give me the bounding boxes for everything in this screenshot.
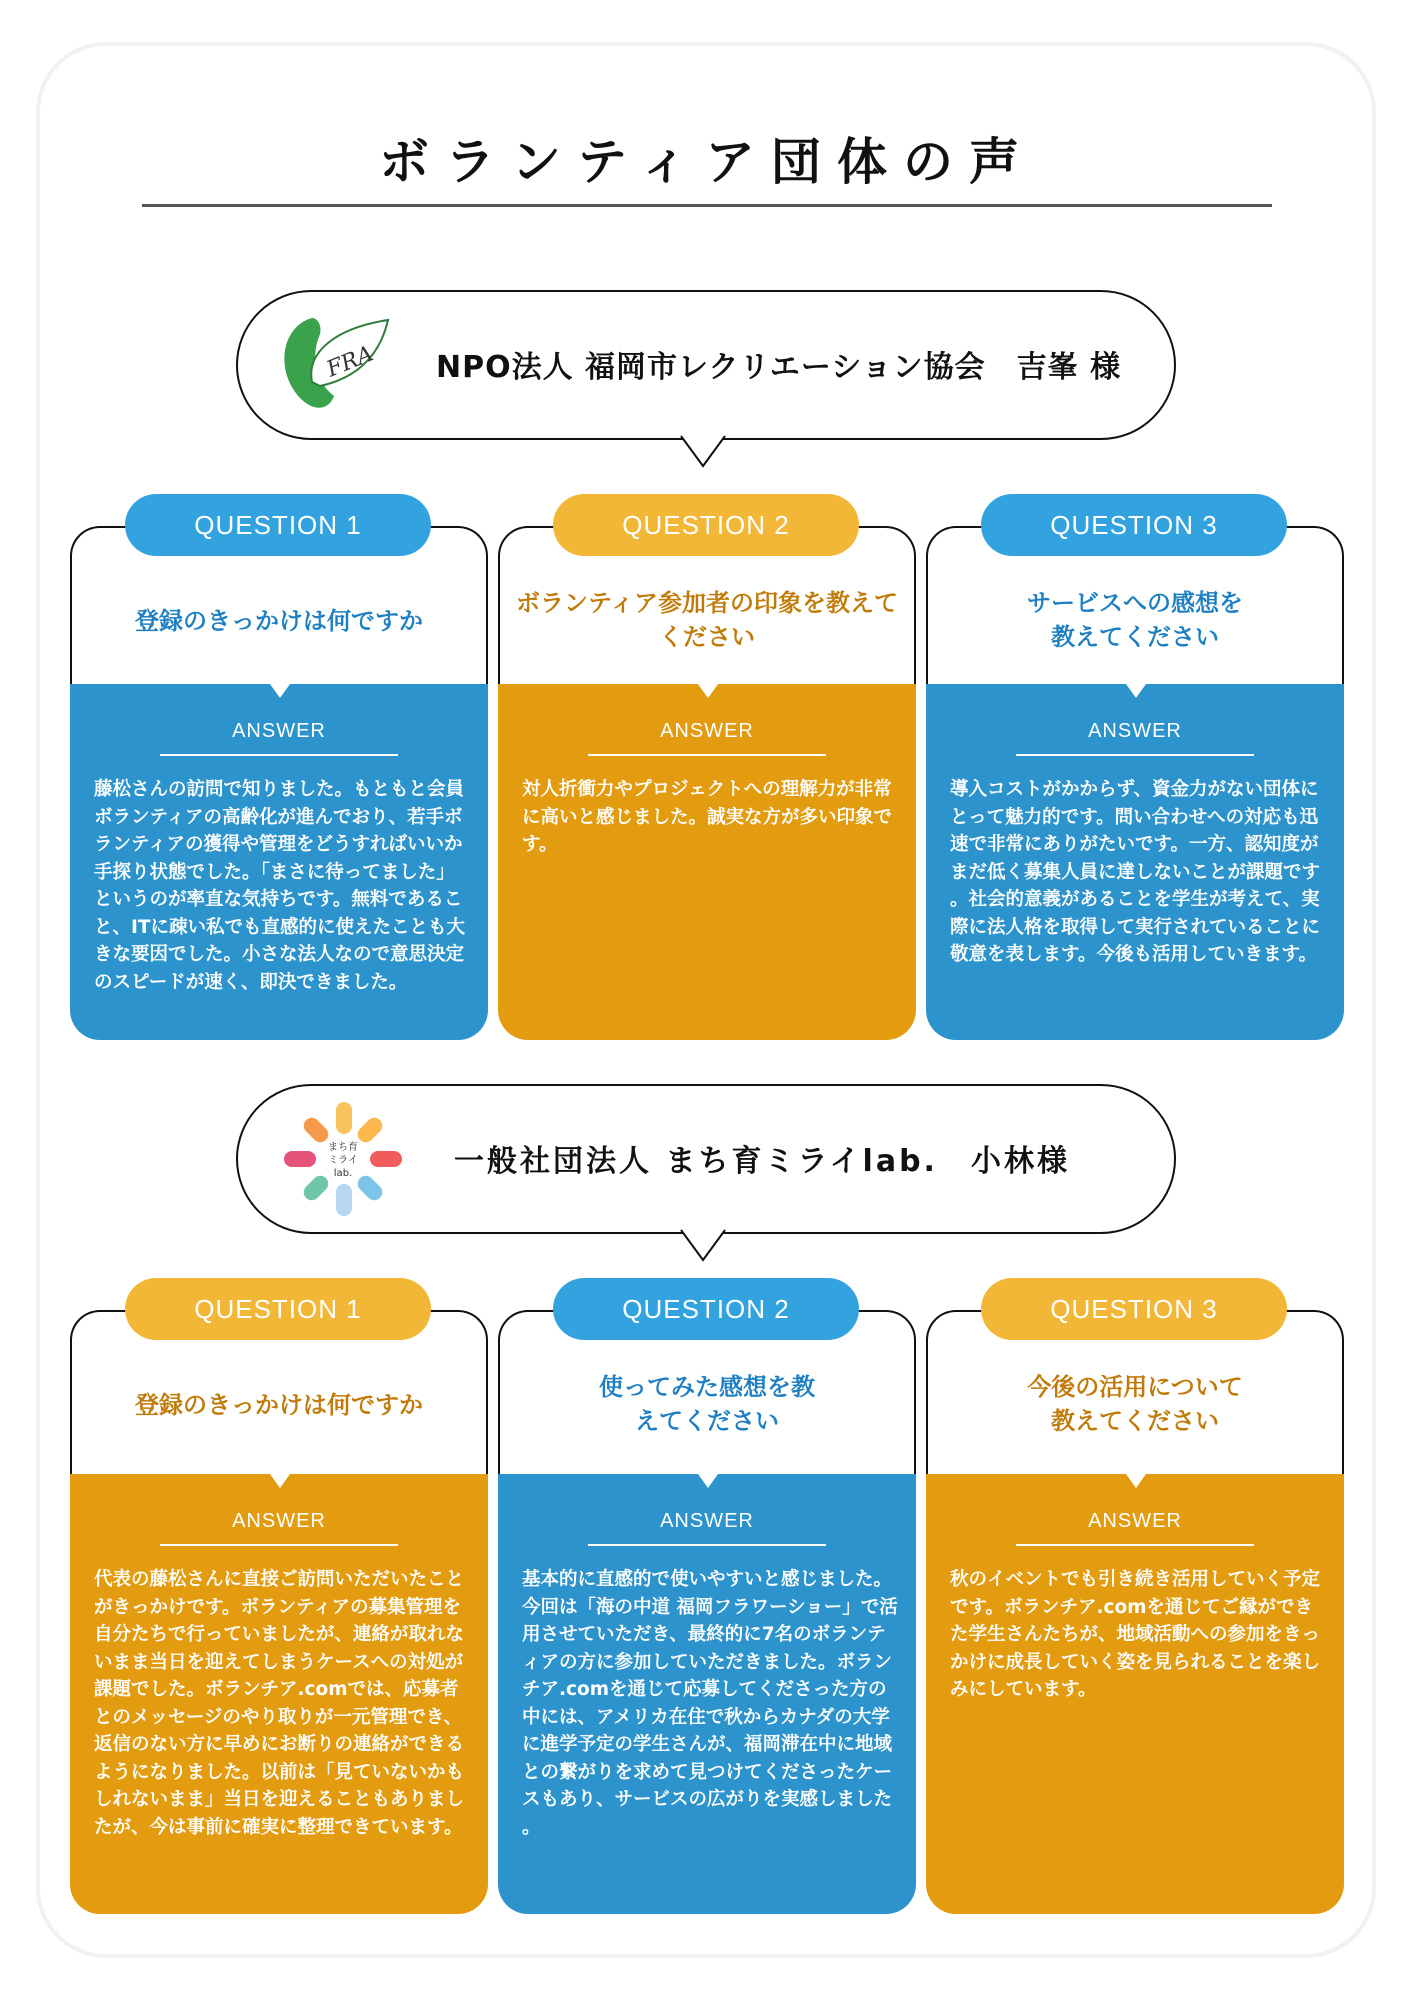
logo-text-3: lab. — [333, 1168, 353, 1179]
answer-box — [70, 684, 488, 1040]
answer-label: ANSWER — [660, 720, 754, 742]
answer-box — [498, 1474, 916, 1914]
answer-notch — [1126, 1474, 1146, 1488]
question-label: QUESTION 3 — [981, 494, 1287, 556]
answer-label: ANSWER — [660, 1510, 754, 1532]
org2-name: 一般社団法人 まち育ミライlab. 小林様 — [454, 1144, 1070, 1179]
answer-text: 代表の藤松さんに直接ご訪問いただいたことがきっかけです。ボランティアの募集管理を自分たちで行っていましたが、連絡が取れないまま当日を迎えてしまうケースへの対処が課題でした。ボランチア.comでは、応募者とのメッセージのやり取りが一元管理でき、返信のない方に早めにお断りの連絡ができるようになりました。以前は「見ていないかもしれないまま」当日を迎えることもありましたが、今は事前に確実に整理できています。 — [94, 1569, 465, 1838]
answer-rule — [588, 754, 826, 756]
answer-notch — [270, 1474, 290, 1488]
bubble-tail — [681, 436, 725, 470]
answer-rule — [588, 1544, 826, 1546]
answer-label: ANSWER — [1088, 1510, 1182, 1532]
answer-notch — [698, 684, 718, 698]
answer-text: 対人折衝力やプロジェクトへの理解力が非常に高いと感じました。誠実な方が多い印象です。 — [522, 779, 893, 855]
logo-text-1: まち育 — [328, 1142, 358, 1153]
question-label: QUESTION 2 — [553, 1278, 859, 1340]
answer-notch — [1126, 684, 1146, 698]
answer-box — [498, 684, 916, 1040]
machiiku-mirai-lab-logo-icon — [280, 1096, 406, 1222]
answer-notch — [270, 684, 290, 698]
answer-rule — [160, 1544, 398, 1546]
answer-text: 導入コストがかからず、資金力がない団体にとって魅力的です。問い合わせへの対応も迅速で非常にありがたいです。一方、認知度がまだ低く募集人員に達しないことが課題です。社会的意義があることを学生が考えて、実際に法人格を取得して実行されていることに敬意を表します。今後も活用していきます。 — [950, 779, 1321, 965]
question-text: 登録のきっかけは何ですか — [135, 1391, 423, 1419]
answer-rule — [1016, 1544, 1254, 1546]
answer-label: ANSWER — [232, 720, 326, 742]
answer-text: 秋のイベントでも引き続き活用していく予定です。ボランチア.comを通じてご縁ができた学生さんたちが、地域活動への参加をきっかけに成長していく姿を見られることを楽しみにしています。 — [950, 1569, 1321, 1700]
question-text: 使ってみた感想を教えてください — [599, 1373, 815, 1435]
question-text: 登録のきっかけは何ですか — [135, 607, 423, 635]
question-label: QUESTION 3 — [981, 1278, 1287, 1340]
answer-text: 基本的に直感的で使いやすいと感じました。今回は「海の中道 福岡フラワーショー」で活用させていただき、最終的に7名のボランティアの方に参加していただきました。ボランチア.comを通じて応募してくださった方の中には、アメリカ在住で秋からカナダの大学に進学予定の学生さんが、福岡滞在中に地域との繋がりを求めて見つけてくださったケースもあり、サービスの広がりを実感しました。 — [522, 1569, 898, 1838]
answer-box — [70, 1474, 488, 1914]
page-title: ボランティア団体の声 — [379, 133, 1035, 191]
answer-label: ANSWER — [232, 1510, 326, 1532]
fra-logo-icon — [276, 312, 394, 422]
answer-box — [926, 684, 1344, 1040]
answer-label: ANSWER — [1088, 720, 1182, 742]
bubble-tail — [681, 1230, 725, 1264]
org1-header — [236, 290, 1176, 440]
question-label: QUESTION 1 — [125, 1278, 431, 1340]
answer-rule — [1016, 754, 1254, 756]
answer-notch — [698, 1474, 718, 1488]
question-label: QUESTION 1 — [125, 494, 431, 556]
question-text: 今後の活用について教えてください — [1027, 1373, 1243, 1435]
question-label: QUESTION 2 — [553, 494, 859, 556]
question-text: サービスへの感想を教えてください — [1027, 589, 1243, 651]
answer-box — [926, 1474, 1344, 1914]
org1-name: NPO法人 福岡市レクリエーション協会 吉峯 様 — [436, 350, 1122, 385]
logo-text: FRA — [323, 341, 377, 383]
question-text: ボランティア参加者の印象を教えてください — [515, 589, 899, 651]
answer-rule — [160, 754, 398, 756]
answer-text: 藤松さんの訪問で知りました。もともと会員ボランティアの高齢化が進んでおり、若手ボランティアの獲得や管理をどうすればいいか手探り状態でした。「まさに待ってました」というのが率直な気持ちです。無料であること、ITに疎い私でも直感的に使えたことも大きな要因でした。小さな法人なので意思決定のスピードが速く、即決できました。 — [94, 779, 466, 993]
logo-text-2: ミライ — [328, 1155, 358, 1166]
org2-header — [236, 1084, 1176, 1234]
title-divider — [142, 204, 1272, 207]
